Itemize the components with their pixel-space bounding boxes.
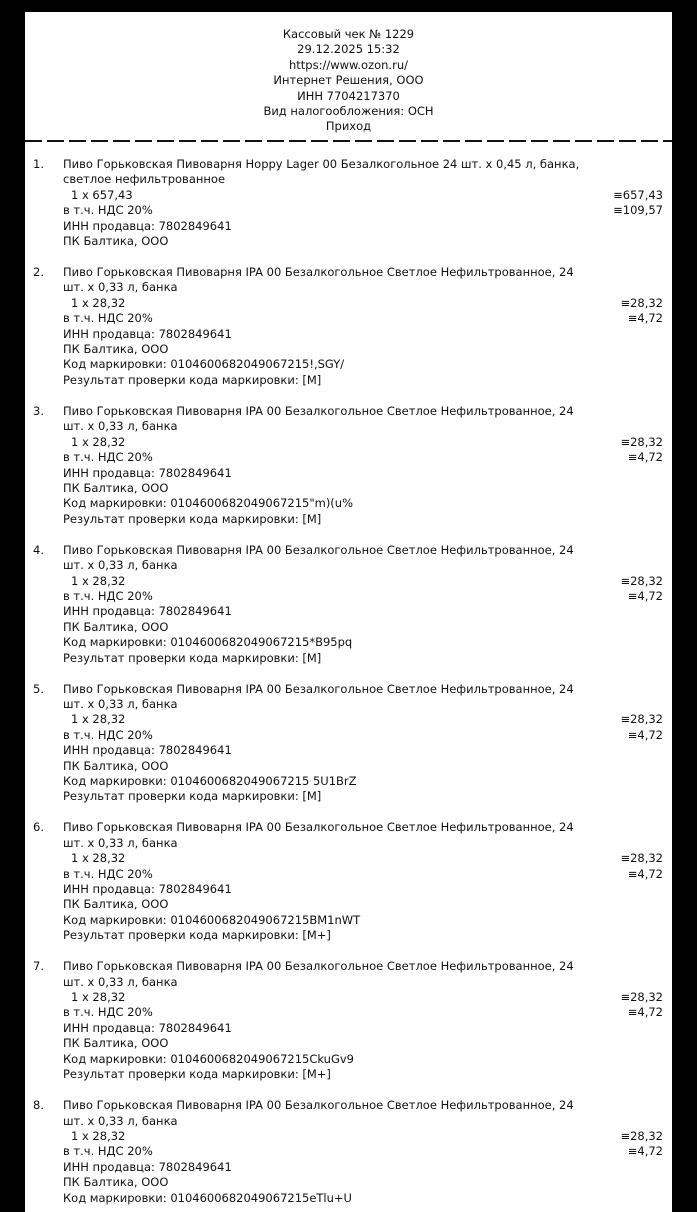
marking-check-result: Результат проверки кода маркировки: [M+]: [63, 928, 331, 943]
marking-code: Код маркировки: 0104600682049067215 5U1BrZ: [63, 774, 357, 788]
item-total: ≡28,32: [620, 573, 663, 588]
seller-name: ПК Балтика, ООО: [63, 897, 169, 912]
item-quantity-line: [63, 574, 663, 589]
item-quantity-line: [63, 296, 663, 311]
marking-code: Код маркировки: 0104600682049067215CkuGv9: [63, 1051, 354, 1066]
item-name: Пиво Горьковская Пивоварня IPA 00 Безалкогольное Светлое Нефильтрованное, 24 шт. х 0,33 л, банка: [63, 403, 574, 434]
item-vat-label: в т.ч. НДС 20%: [63, 727, 153, 742]
receipt-item: [25, 265, 672, 388]
item-vat-label: в т.ч. НДС 20%: [63, 866, 153, 881]
tax-system: Вид налогообложения: ОСН: [263, 104, 434, 119]
item-vat-amount: ≡4,72: [627, 450, 663, 465]
item-vat-label-line: [63, 867, 663, 882]
seller-inn: ИНН продавца: 7802849641: [63, 465, 232, 480]
item-number: 6.: [33, 820, 44, 835]
item-vat-amount: ≡4,72: [627, 727, 663, 742]
item-vat-label-line: [63, 1144, 663, 1159]
item-vat-amount: ≡4,72: [627, 311, 663, 326]
item-body: [63, 404, 663, 527]
seller-name: ПК Балтика, ООО: [63, 1036, 169, 1051]
marking-check-result: Результат проверки кода маркировки: [M]: [63, 372, 322, 387]
item-vat-label: в т.ч. НДС 20%: [63, 450, 153, 465]
receipt-item: [25, 1098, 672, 1206]
item-total: ≡657,43: [613, 187, 663, 202]
item-quantity: 1 х 28,32: [71, 295, 126, 310]
item-vat-label: в т.ч. НДС 20%: [63, 1144, 153, 1159]
item-quantity-line: [63, 435, 663, 450]
item-name: Пиво Горьковская Пивоварня Hoppy Lager 00 Безалкогольное 24 шт. х 0,45 л, банка, светлое нефильтрованное: [63, 157, 580, 187]
marking-code: Код маркировки: 0104600682049067215!,SGY/: [63, 357, 345, 372]
item-quantity-line: [63, 188, 663, 203]
item-quantity-line: [63, 712, 663, 727]
store-url: https://www.ozon.ru/: [289, 57, 408, 72]
marking-code: Код маркировки: 0104600682049067215"m)(u%: [63, 496, 354, 511]
receipt-item: [25, 404, 672, 527]
seller-inn: ИНН продавца: 7802849641: [63, 218, 232, 233]
seller-name: ПК Балтика, ООО: [63, 342, 169, 357]
item-total: ≡28,32: [620, 295, 663, 310]
item-body: [63, 543, 663, 666]
item-number: 1.: [33, 157, 44, 171]
marking-code: Код маркировки: 0104600682049067215eTlu+U: [63, 1190, 352, 1205]
item-quantity: 1 х 28,32: [71, 434, 126, 449]
item-quantity: 1 х 28,32: [71, 712, 126, 727]
item-vat-label-line: [63, 311, 663, 326]
seller-inn: ИНН продавца: 7802849641: [63, 326, 232, 341]
item-total: ≡28,32: [620, 851, 663, 866]
receipt-datetime: 29.12.2025 15:32: [297, 42, 400, 57]
item-vat-label-line: [63, 589, 663, 604]
item-quantity: 1 х 28,32: [71, 1128, 126, 1143]
marking-code: Код маркировки: 0104600682049067215BM1nWT: [63, 912, 361, 927]
item-name: Пиво Горьковская Пивоварня IPA 00 Безалкогольное Светлое Нефильтрованное, 24 шт. х 0,33 л, банка: [63, 265, 574, 295]
seller-inn: ИНН продавца: 7802849641: [63, 743, 232, 758]
item-quantity: 1 х 28,32: [71, 851, 126, 866]
item-vat-label: в т.ч. НДС 20%: [63, 311, 153, 326]
item-total: ≡28,32: [620, 990, 663, 1005]
item-vat-label-line: [63, 203, 663, 218]
item-number: 7.: [33, 959, 44, 974]
operation-type: Приход: [325, 119, 372, 134]
item-quantity-line: [63, 1129, 663, 1144]
seller-inn: ИНН продавца: 7802849641: [63, 604, 232, 619]
dashed-divider: [25, 140, 672, 142]
receipt-header: [25, 12, 672, 135]
item-quantity: 1 х 657,43: [71, 187, 133, 202]
receipt: [25, 12, 672, 1212]
item-vat-amount: ≡4,72: [627, 588, 663, 603]
receipt-item: [25, 959, 672, 1082]
marking-check-result: Результат проверки кода маркировки: [M]: [63, 650, 322, 665]
item-vat-label: в т.ч. НДС 20%: [63, 1005, 153, 1020]
marking-check-result: Результат проверки кода маркировки: [M]: [63, 511, 322, 526]
item-quantity: 1 х 28,32: [71, 990, 126, 1005]
marking-code: Код маркировки: 0104600682049067215*B95pq: [63, 635, 353, 650]
seller-name: ПК Балтика, ООО: [63, 480, 169, 495]
item-number: 4.: [33, 542, 44, 557]
item-name: Пиво Горьковская Пивоварня IPA 00 Безалкогольное Светлое Нефильтрованное, 24 шт. х 0,33 л, банка: [63, 959, 574, 989]
item-number: 8.: [33, 1098, 44, 1113]
item-vat-label: в т.ч. НДС 20%: [63, 588, 153, 603]
item-body: [63, 682, 663, 805]
item-body: [63, 959, 663, 1082]
receipt-item: [25, 820, 672, 943]
item-name: Пиво Горьковская Пивоварня IPA 00 Безалкогольное Светлое Нефильтрованное, 24 шт. х 0,33 л, банка: [63, 820, 574, 850]
item-total: ≡28,32: [620, 434, 663, 449]
item-vat-amount: ≡109,57: [613, 203, 663, 218]
item-vat-amount: ≡4,72: [627, 1005, 663, 1020]
item-total: ≡28,32: [620, 712, 663, 727]
item-body: [63, 1098, 663, 1206]
item-quantity-line: [63, 851, 663, 866]
item-quantity-line: [63, 990, 663, 1005]
item-body: [63, 820, 663, 943]
item-body: [63, 265, 663, 388]
item-vat-label: в т.ч. НДС 20%: [63, 203, 153, 218]
item-vat-amount: ≡4,72: [627, 866, 663, 881]
receipt-item: [25, 682, 672, 805]
item-vat-label-line: [63, 728, 663, 743]
seller-name: ПК Балтика, ООО: [63, 758, 169, 773]
receipt-item: [25, 157, 672, 249]
item-quantity: 1 х 28,32: [71, 573, 126, 588]
seller-inn: ИНН продавца: 7802849641: [63, 882, 232, 897]
items-list: [25, 157, 672, 1212]
item-vat-label-line: [63, 1005, 663, 1020]
item-name: Пиво Горьковская Пивоварня IPA 00 Безалкогольное Светлое Нефильтрованное, 24 шт. х 0,33 л, банка: [63, 1098, 574, 1128]
item-body: [63, 157, 663, 249]
item-name: Пиво Горьковская Пивоварня IPA 00 Безалкогольное Светлое Нефильтрованное, 24 шт. х 0,33 л, банка: [63, 542, 574, 573]
item-number: 5.: [33, 681, 44, 696]
company-name: Интернет Решения, ООО: [273, 73, 424, 88]
seller-name: ПК Балтика, ООО: [63, 619, 169, 634]
item-vat-label-line: [63, 450, 663, 465]
item-number: 2.: [33, 265, 44, 280]
marking-check-result: Результат проверки кода маркировки: [M+]: [63, 1067, 331, 1082]
seller-inn: ИНН продавца: 7802849641: [63, 1020, 232, 1035]
receipt-item: [25, 543, 672, 666]
item-number: 3.: [33, 403, 44, 418]
item-name: Пиво Горьковская Пивоварня IPA 00 Безалкогольное Светлое Нефильтрованное, 24 шт. х 0,33 л, банка: [63, 681, 574, 711]
marking-check-result: Результат проверки кода маркировки: [M]: [63, 789, 322, 804]
company-inn: ИНН 7704217370: [297, 88, 400, 103]
seller-inn: ИНН продавца: 7802849641: [63, 1159, 232, 1174]
seller-name: ПК Балтика, ООО: [63, 1175, 169, 1190]
receipt-title: Кассовый чек № 1229: [282, 27, 415, 41]
item-vat-amount: ≡4,72: [627, 1144, 663, 1159]
item-total: ≡28,32: [620, 1128, 663, 1143]
seller-name: ПК Балтика, ООО: [63, 234, 169, 249]
